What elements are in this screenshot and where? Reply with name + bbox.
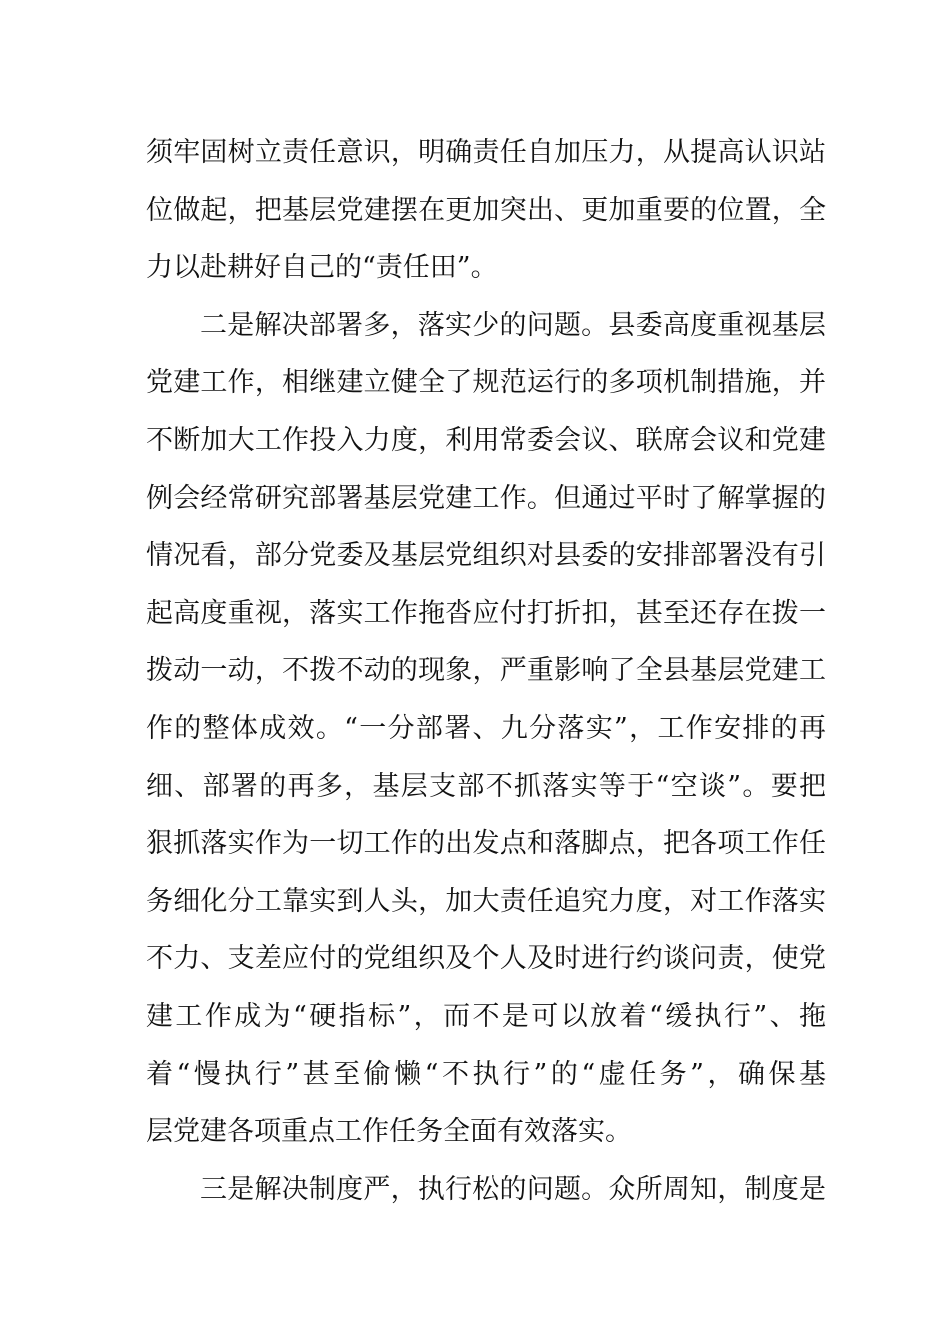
text-line: 例会经常研究部署基层党建工作。但通过平时了解掌握的 [146,482,826,514]
paragraph-start-line: 三是解决制度严，执行松的问题。众所周知，制度是 [200,1173,826,1205]
text-line: 拨动一动，不拨不动的现象，严重影响了全县基层党建工 [146,655,826,687]
text-line: 建工作成为“硬指标”，而不是可以放着“缓执行”、拖 [146,1000,826,1032]
text-line: 起高度重视，落实工作拖沓应付打折扣，甚至还存在拨一 [146,597,826,629]
text-line: 着“慢执行”甚至偷懒“不执行”的“虚任务”，确保基 [146,1058,826,1090]
text-line: 务细化分工靠实到人头，加大责任追究力度，对工作落实 [146,885,826,917]
text-line: 党建工作，相继建立健全了规范运行的多项机制措施，并 [146,367,826,399]
text-line: 作的整体成效。“一分部署、九分落实”，工作安排的再 [146,712,826,744]
text-line: 层党建各项重点工作任务全面有效落实。 [146,1116,632,1148]
paragraph-start-line: 二是解决部署多，落实少的问题。县委高度重视基层 [200,309,826,341]
text-line: 细、部署的再多，基层支部不抓落实等于“空谈”。要把 [146,770,826,802]
text-line: 狠抓落实作为一切工作的出发点和落脚点，把各项工作任 [146,828,826,860]
body-text [146,124,826,1218]
text-line: 情况看，部分党委及基层党组织对县委的安排部署没有引 [146,540,826,572]
text-line: 位做起，把基层党建摆在更加突出、更加重要的位置，全 [146,194,826,226]
text-line: 须牢固树立责任意识，明确责任自加压力，从提高认识站 [146,137,826,168]
text-line: 力以赴耕好自己的“责任田”。 [146,252,498,284]
text-line: 不断加大工作投入力度，利用常委会议、联席会议和党建 [146,424,826,456]
text-line: 不力、支差应付的党组织及个人及时进行约谈问责，使党 [146,943,826,975]
